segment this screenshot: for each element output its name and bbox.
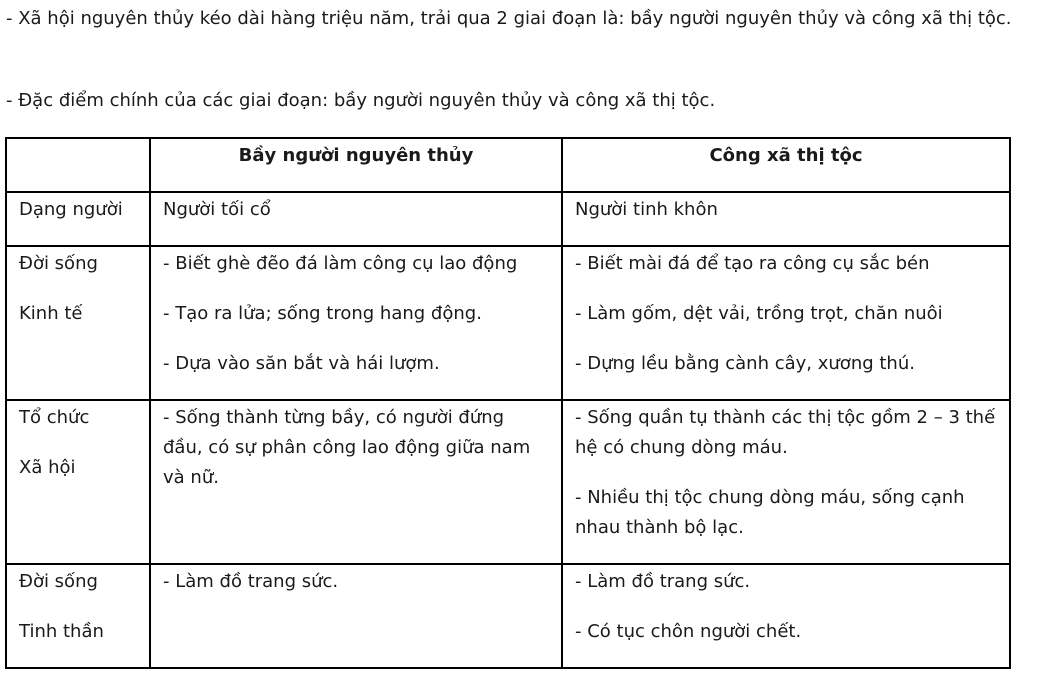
row-label-xa-hoi (6, 400, 150, 564)
cell-text: - Nhiều thị tộc chung dòng máu, sống cạnh nhau thành bộ lạc. (575, 487, 965, 538)
cell-cong-xa (562, 246, 1010, 400)
row-label-dang-nguoi (6, 192, 150, 246)
table-row (6, 564, 1010, 668)
row-label-text: Tinh thần (19, 621, 104, 642)
row-label-text: Tổ chức (19, 407, 90, 428)
row-label-text: Đời sống (19, 253, 98, 274)
cell-cong-xa (562, 400, 1010, 564)
cell-text: Người tinh khôn (575, 199, 718, 220)
cell-text: - Làm đồ trang sức. (163, 571, 339, 592)
header-bay-nguoi: Bầy người nguyên thủy (150, 138, 562, 192)
table-header-row (6, 138, 1010, 192)
intro-paragraph-stages: - Xã hội nguyên thủy kéo dài hàng triệu năm, trải qua 2 giai đoạn là: bầy người nguyên thủy và công xã thị tộc. (6, 8, 1012, 29)
row-label-text: Xã hội (19, 457, 76, 478)
intro-paragraph-features: - Đặc điểm chính của các giai đoạn: bầy người nguyên thủy và công xã thị tộc. (6, 90, 716, 111)
cell-text: - Dựng lều bằng cành cây, xương thú. (575, 353, 915, 374)
table-row (6, 192, 1010, 246)
cell-bay-nguoi (150, 564, 562, 668)
cell-text: - Làm gốm, dệt vải, trồng trọt, chăn nuôi (575, 303, 943, 324)
cell-bay-nguoi (150, 400, 562, 564)
header-empty-cell (6, 138, 150, 192)
cell-text: - Biết ghè đẽo đá làm công cụ lao động (163, 253, 518, 274)
row-label-text: Kinh tế (19, 303, 83, 324)
cell-text: - Có tục chôn người chết. (575, 621, 802, 642)
cell-text: - Biết mài đá để tạo ra công cụ sắc bén (575, 253, 930, 274)
cell-bay-nguoi (150, 192, 562, 246)
cell-text: Người tối cổ (163, 199, 271, 220)
cell-cong-xa (562, 192, 1010, 246)
header-cong-xa: Công xã thị tộc (562, 138, 1010, 192)
row-label-tinh-than (6, 564, 150, 668)
cell-text: - Sống quần tụ thành các thị tộc gồm 2 – 3 thế hệ có chung dòng máu. (575, 407, 996, 458)
cell-text: - Dựa vào săn bắt và hái lượm. (163, 353, 440, 374)
row-label-kinh-te (6, 246, 150, 400)
cell-text: - Làm đồ trang sức. (575, 571, 751, 592)
cell-text: - Tạo ra lửa; sống trong hang động. (163, 303, 482, 324)
table-row (6, 400, 1010, 564)
cell-text: - Sống thành từng bầy, có người đứng đầu, có sự phân công lao động giữa nam và nữ. (163, 407, 531, 488)
cell-cong-xa (562, 564, 1010, 668)
row-label-text: Dạng người (19, 199, 123, 220)
table-row (6, 246, 1010, 400)
cell-bay-nguoi (150, 246, 562, 400)
comparison-table (5, 137, 1011, 669)
row-label-text: Đời sống (19, 571, 98, 592)
